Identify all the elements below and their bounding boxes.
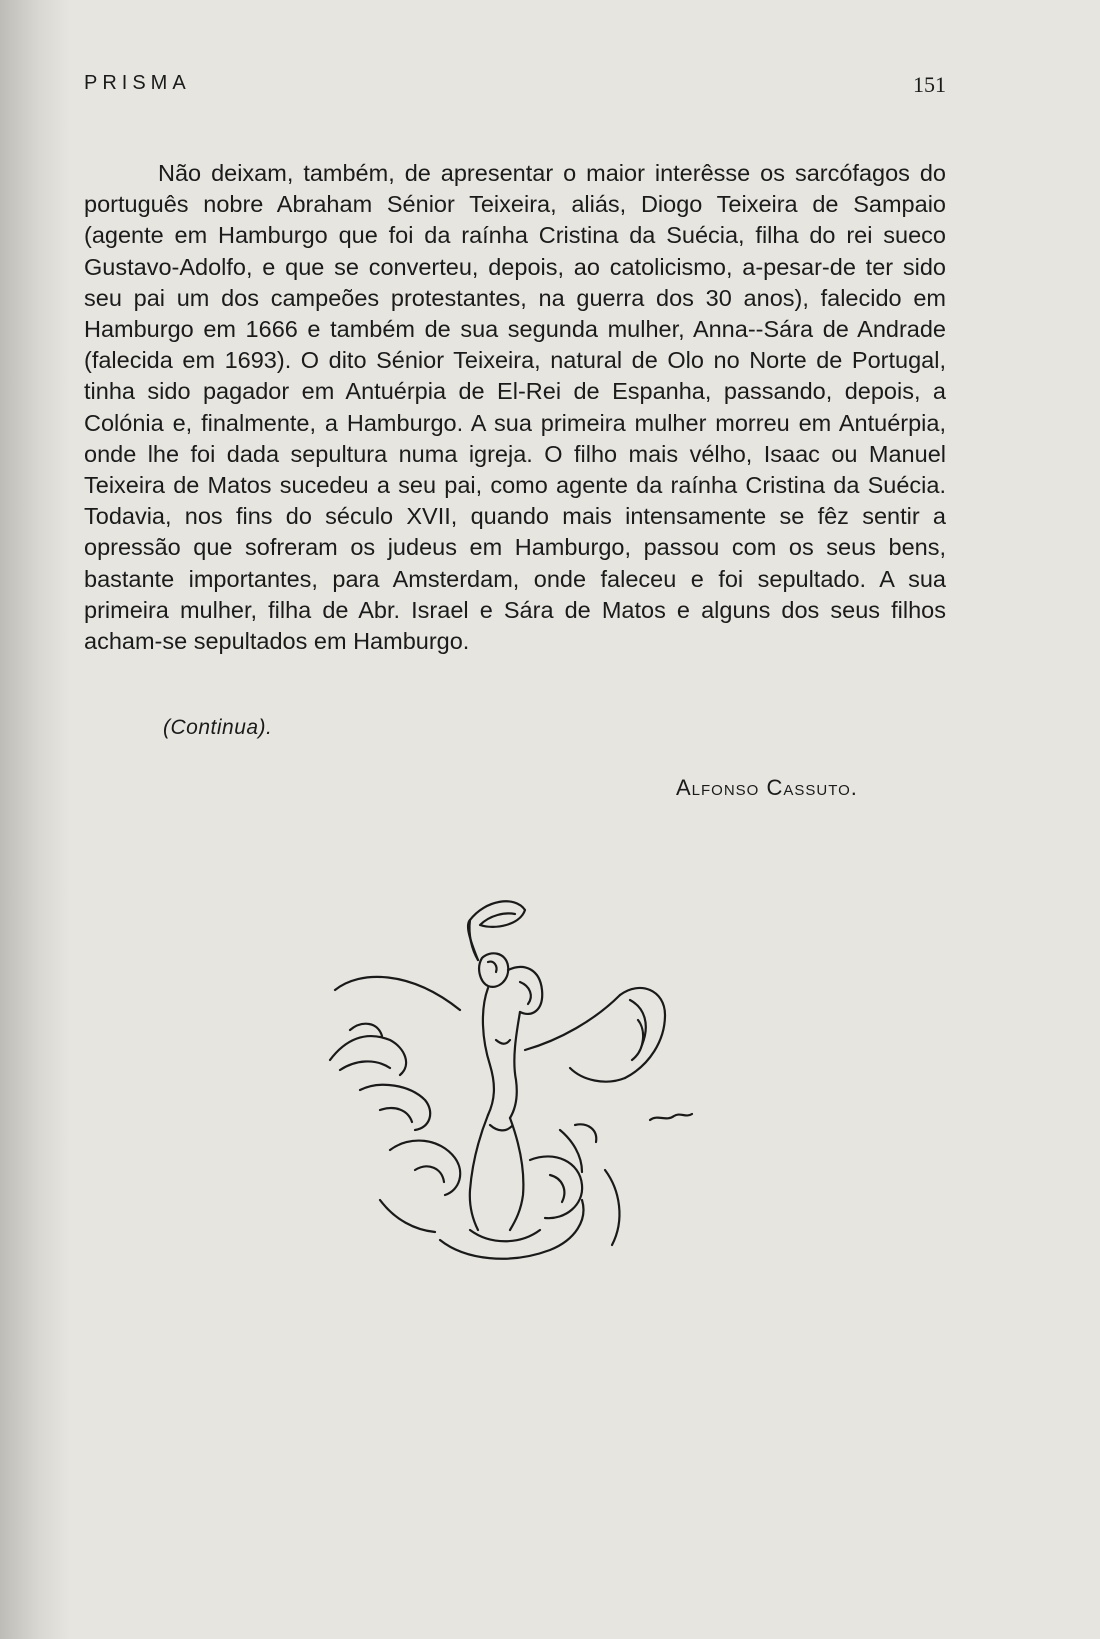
dancing-figure-sketch-icon xyxy=(320,900,700,1290)
page-number: 151 xyxy=(913,72,946,97)
binding-gutter-shadow xyxy=(0,0,70,1639)
continua-note: (Continua). xyxy=(163,716,273,739)
page-header xyxy=(84,72,946,102)
article-paragraph: Não deixam, também, de apresentar o maior interêsse os sarcófagos do português nobre Abraham Sénior Teixeira, aliás, Diogo Teixeira de Sampaio (agente em Hamburgo que foi da raínha Cristina da Suécia, filha do rei sueco Gustavo-Adolfo, e que se converteu, depois, ao catolicismo, a-pesar-de ter sido seu pai um dos campeões protestantes, na guerra dos 30 anos), falecido em Hamburgo em 1666 e também de sua segunda mulher, Anna--Sára de Andrade (falecida em 1693). O dito Sénior Teixeira, natural de Olo no Norte de Portugal, tinha sido pagador em Antuérpia de El-Rei de Espanha, passando, depois, a Colónia e, finalmente, a Hamburgo. A sua primeira mulher morreu em Antuérpia, onde lhe foi dada sepultura numa igreja. O filho mais vélho, Isaac ou Manuel Teixeira de Matos sucedeu a seu pai, como agente da raínha Cristina da Suécia. Todavia, nos fins do século XVII, quando mais intensamente se fêz sentir a opressão que sofreram os judeus em Hamburgo, passou com os seus bens, bastante importantes, para Amsterdam, onde faleceu e foi sepultado. A sua primeira mulher, filha de Abr. Israel e Sára de Matos e alguns dos seus filhos acham-se sepultados em Hamburgo. xyxy=(84,160,946,655)
author-signature: Alfonso Cassuto. xyxy=(676,775,858,800)
running-head: PRISMA xyxy=(84,72,191,94)
